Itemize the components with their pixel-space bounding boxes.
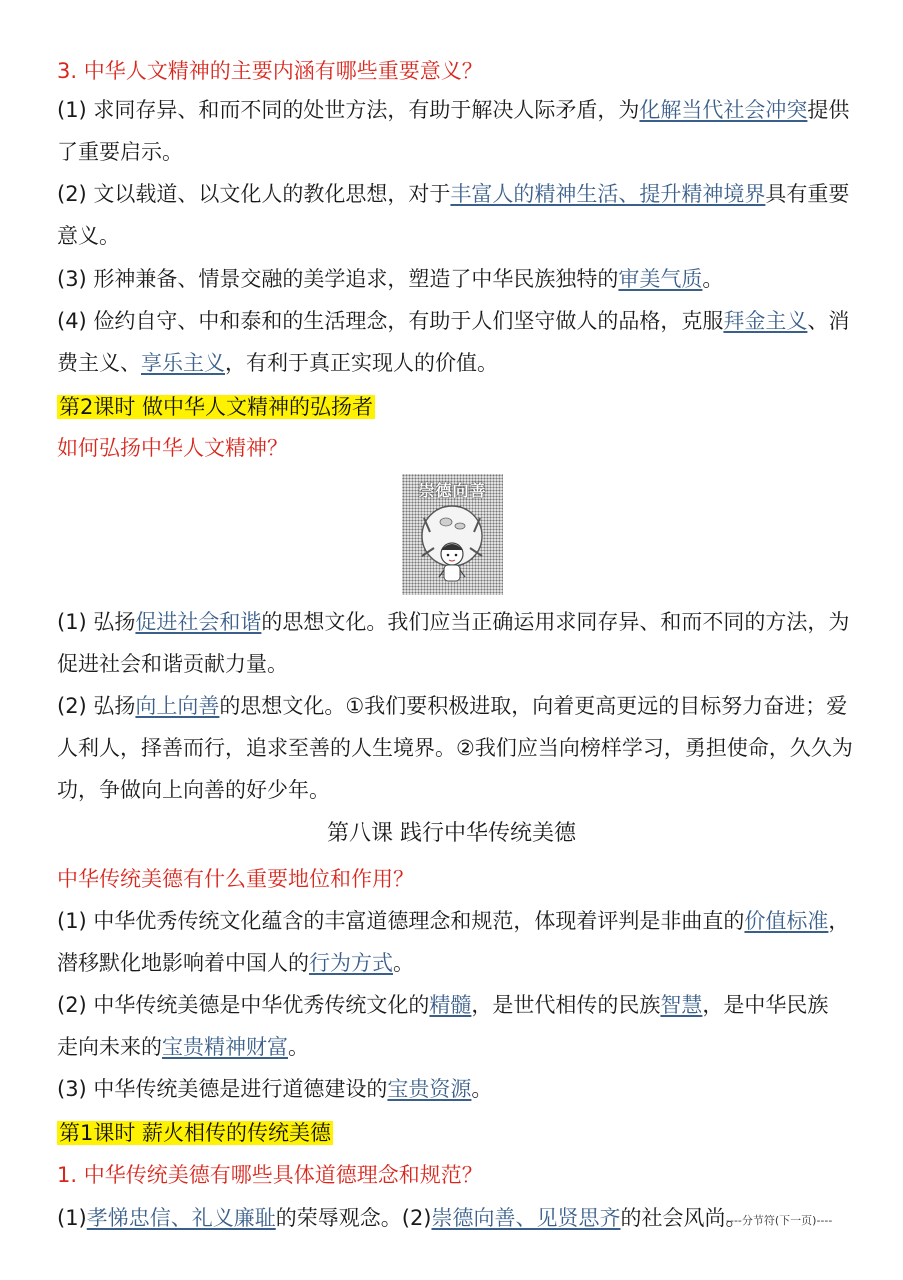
text: 。: [393, 951, 414, 975]
text: 具有重要: [765, 182, 850, 206]
lesson2-point-2-line-1: [57, 691, 847, 721]
text: 。: [288, 1035, 309, 1059]
q3-point-1-line-1: [57, 95, 849, 125]
text: 的思想文化。①我们要积极进取，向着更高更远的目标努力奋进；爱: [219, 694, 848, 718]
text: (3) 形神兼备、情景交融的美学追求，塑造了中华民族独特的: [57, 267, 619, 291]
lesson2-point-2-line-3: 功，争做向上向善的好少年。: [57, 778, 330, 802]
keyword: 宝贵精神财富: [162, 1035, 288, 1059]
text: (2) 弘扬: [57, 694, 136, 718]
badge-title: 崇德向善: [418, 481, 487, 500]
ch8-point-1-line-1: [57, 906, 849, 936]
keyword: 宝贵资源: [387, 1077, 472, 1101]
q3-point-4-line-2: [57, 348, 498, 378]
keyword: 丰富人的精神生活、提升精神境界: [450, 182, 766, 206]
keyword: 智慧: [660, 993, 703, 1017]
text: 。: [471, 1077, 493, 1101]
keyword: 拜金主义: [723, 309, 808, 333]
ch8-point-2-line-1: [57, 990, 828, 1020]
ch8-point-3: [57, 1074, 492, 1104]
question-3-title: 3. 中华人文精神的主要内涵有哪些重要意义？: [57, 59, 483, 83]
ch8-point-2-line-2: [57, 1032, 309, 1062]
keyword: 孝悌忠信、礼义廉耻: [86, 1206, 276, 1230]
text: 、消: [807, 309, 850, 333]
text: ，: [828, 909, 850, 933]
lesson-1-question: 1. 中华传统美德有哪些具体道德理念和规范？: [57, 1163, 483, 1187]
text: ，有利于真正实现人的价值。: [225, 351, 498, 375]
keyword: 行为方式: [309, 951, 393, 975]
keyword: 促进社会和谐: [135, 610, 262, 634]
section-break-marker: ----分节符(下一页)----: [726, 1214, 833, 1227]
text: (1) 弘扬: [57, 610, 136, 634]
lesson2-point-2-line-2: 人利人，择善而行，追求至善的人生境界。②我们应当向榜样学习，勇担使命，久久为: [57, 736, 853, 760]
chapter-8-question: 中华传统美德有什么重要地位和作用？: [57, 867, 414, 891]
badge-illustration-icon: [402, 474, 503, 595]
text: 的社会风尚。: [620, 1206, 747, 1230]
text: 走向未来的: [57, 1035, 162, 1059]
text: (3) 中华传统美德是进行道德建设的: [57, 1077, 388, 1101]
keyword: 精髓: [429, 993, 472, 1017]
q3-point-1-line-2: 了重要启示。: [57, 140, 183, 164]
lesson2-point-1-line-1: [57, 607, 849, 637]
lesson-2-heading-row: [57, 392, 375, 422]
lesson-2-heading: 第2课时 做中华人文精神的弘扬者: [59, 395, 374, 419]
text: 的思想文化。我们应当正确运用求同存异、和而不同的方法，为: [261, 610, 850, 634]
text: (2) 中华传统美德是中华优秀传统文化的: [57, 993, 430, 1017]
keyword: 向上向善: [135, 694, 220, 718]
text: 潜移默化地影响着中国人的: [57, 951, 309, 975]
keyword: 化解当代社会冲突: [639, 98, 808, 122]
text: (1): [57, 1206, 87, 1230]
lesson1-point-line: [57, 1203, 747, 1233]
text: (1) 中华优秀传统文化蕴含的丰富道德理念和规范，体现着评判是非曲直的: [57, 909, 745, 933]
q3-point-2-line-2: 意义。: [57, 224, 120, 248]
keyword: 享乐主义: [141, 351, 225, 375]
text: ，是世代相传的民族: [471, 993, 661, 1017]
text: (2) 文以载道、以文化人的教化思想，对于: [57, 182, 451, 206]
q3-point-2-line-1: [57, 179, 849, 209]
q3-point-4-line-1: [57, 306, 849, 336]
keyword: 价值标准: [744, 909, 829, 933]
lesson-1-heading-row: [57, 1118, 333, 1148]
text: 费主义、: [57, 351, 141, 375]
keyword: 审美气质: [618, 267, 703, 291]
lesson-2-question: 如何弘扬中华人文精神？: [57, 436, 288, 460]
ch8-point-1-line-2: [57, 948, 414, 978]
text: 提供: [807, 98, 850, 122]
lesson2-point-1-line-2: 促进社会和谐贡献力量。: [57, 652, 288, 676]
text: 。: [702, 267, 724, 291]
q3-point-3: [57, 264, 723, 294]
chapter-8-title: 第八课 践行中华传统美德: [327, 821, 576, 846]
text: ，是中华民族: [702, 993, 829, 1017]
text: (4) 俭约自守、中和泰和的生活理念，有助于人们坚守做人的品格，克服: [57, 309, 724, 333]
text: 的荣辱观念。(2): [275, 1206, 432, 1230]
text: (1) 求同存异、和而不同的处世方法，有助于解决人际矛盾，为: [57, 98, 640, 122]
virtue-badge-image: [402, 474, 503, 595]
keyword: 崇德向善、见贤思齐: [431, 1206, 621, 1230]
lesson-1-heading: 第1课时 薪火相传的传统美德: [59, 1121, 332, 1145]
